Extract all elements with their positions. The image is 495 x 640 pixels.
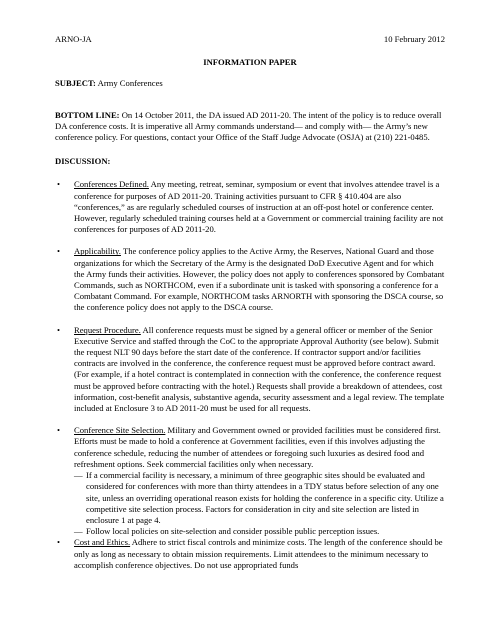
bullet-lead: Request Procedure. bbox=[74, 324, 141, 335]
bullet-request-procedure bbox=[55, 325, 445, 415]
document-date: 10 February 2012 bbox=[383, 34, 445, 44]
sub-point-text: Follow local policies on site-selection and consider possible public perception issues. bbox=[86, 526, 380, 537]
discussion-bullets bbox=[55, 179, 445, 571]
bullet-applicability bbox=[55, 246, 445, 313]
bottom-line-text: On 14 October 2011, the DA issued AD 2011-20. The intent of the policy is to reduce overall DA conference costs. It is imperative all Army commands understand— and comply with— the Army’s new conference policy. For questions, contact your Office of the Staff Judge Advocate (OSJA) at (210) 221-0485. bbox=[55, 109, 442, 143]
site-selection-subpoints bbox=[74, 470, 445, 537]
bullet-text: Any meeting, retreat, seminar, symposium or event that involves attendee travel is a conference for purposes of AD 2011-20. Training activities pursuant to CFR § 410.404 are also “conferences,” as are regularly scheduled courses of instruction at an off-post hotel or conference center. However, regularly scheduled training courses held at a Government or commercial training facility are not conferences for purposes of AD 2011-20. bbox=[74, 179, 444, 235]
bullet-lead: Applicability. bbox=[74, 246, 121, 257]
sub-point bbox=[74, 526, 445, 537]
bullet-lead: Cost and Ethics. bbox=[74, 537, 131, 548]
bullet-conferences-defined bbox=[55, 179, 445, 235]
subject-line bbox=[55, 78, 445, 89]
bullet-lead: Conference Site Selection. bbox=[74, 425, 166, 436]
sub-point bbox=[74, 470, 445, 526]
bottom-line-label: BOTTOM LINE: bbox=[55, 109, 120, 120]
document-title: INFORMATION PAPER bbox=[203, 57, 297, 68]
office-symbol: ARNO-JA bbox=[55, 34, 92, 44]
bullet-text: The conference policy applies to the Active Army, the Reserves, National Guard and those organizations for which the Secretary of the Army is the designated DoD Executive Agent and for which the Army funds their activities. However, the policy does not apply to conferences sponsored by Combatant Commands, such as NORTHCOM, even if a subordinate unit is tasked with sponsoring a conference for a Combatant Command. For example, NORTHCOM tasks ARNORTH with sponsoring the DSCA course, so the conference policy does not apply to the DSCA course. bbox=[74, 246, 445, 313]
em-dash: — bbox=[74, 470, 83, 481]
header-row bbox=[55, 34, 445, 45]
bottom-line-paragraph bbox=[55, 110, 445, 144]
subject-label: SUBJECT: bbox=[55, 78, 96, 89]
bullet-text: Adhere to strict fiscal controls and minimize costs. The length of the conference should be only as long as necessary to obtain mission requirements. Limit attendees to the minimum necessary to accomplish conference objectives. Do not use appropriated funds bbox=[74, 537, 443, 570]
bullet-lead: Conferences Defined. bbox=[74, 179, 149, 190]
bullet-cost-and-ethics bbox=[55, 537, 445, 571]
subject-text: Army Conferences bbox=[97, 78, 163, 89]
discussion-heading: DISCUSSION: bbox=[55, 156, 111, 167]
bullet-text: All conference requests must be signed by a general officer or member of the Senior Executive Service and staffed through the CoC to the appropriate Approval Authority (see below). Submit the request NLT 90 days before the start date of the conference. If contractor support and/or facilities contracts are involved in the conference, the conference request must be approved before contract award. (For example, if a hotel contract is contemplated in connection with the conference, the conference request must be approved before contracting with the hotel.) Requests shall provide a breakdown of attendees, cost information, cost-benefit analysis, substantive agenda, security assessment and a legal review. The template included at Enclosure 3 to AD 2011-20 must be used for all requests. bbox=[74, 324, 445, 414]
sub-point-text: If a commercial facility is necessary, a minimum of three geographic sites should be evaluated and considered for conferences with more than thirty attendees in a TDY status before selection of any one site, unless an overriding operational reason exists for holding the conference in a specific city. Utilize a competitive site selection process. Factors for consideration in city and site selection are listed in enclosure 1 at page 4. bbox=[86, 470, 444, 525]
bullet-text: Military and Government owned or provided facilities must be considered first. Efforts must be made to hold a conference at Government facilities, even if this involves adjusting the conference schedule, reducing the number of attendees or foregoing such luxuries as desired food and refreshment options. Seek commercial facilities only when necessary. bbox=[74, 425, 441, 469]
em-dash: — bbox=[74, 526, 83, 537]
bullet-conference-site-selection bbox=[55, 425, 445, 537]
